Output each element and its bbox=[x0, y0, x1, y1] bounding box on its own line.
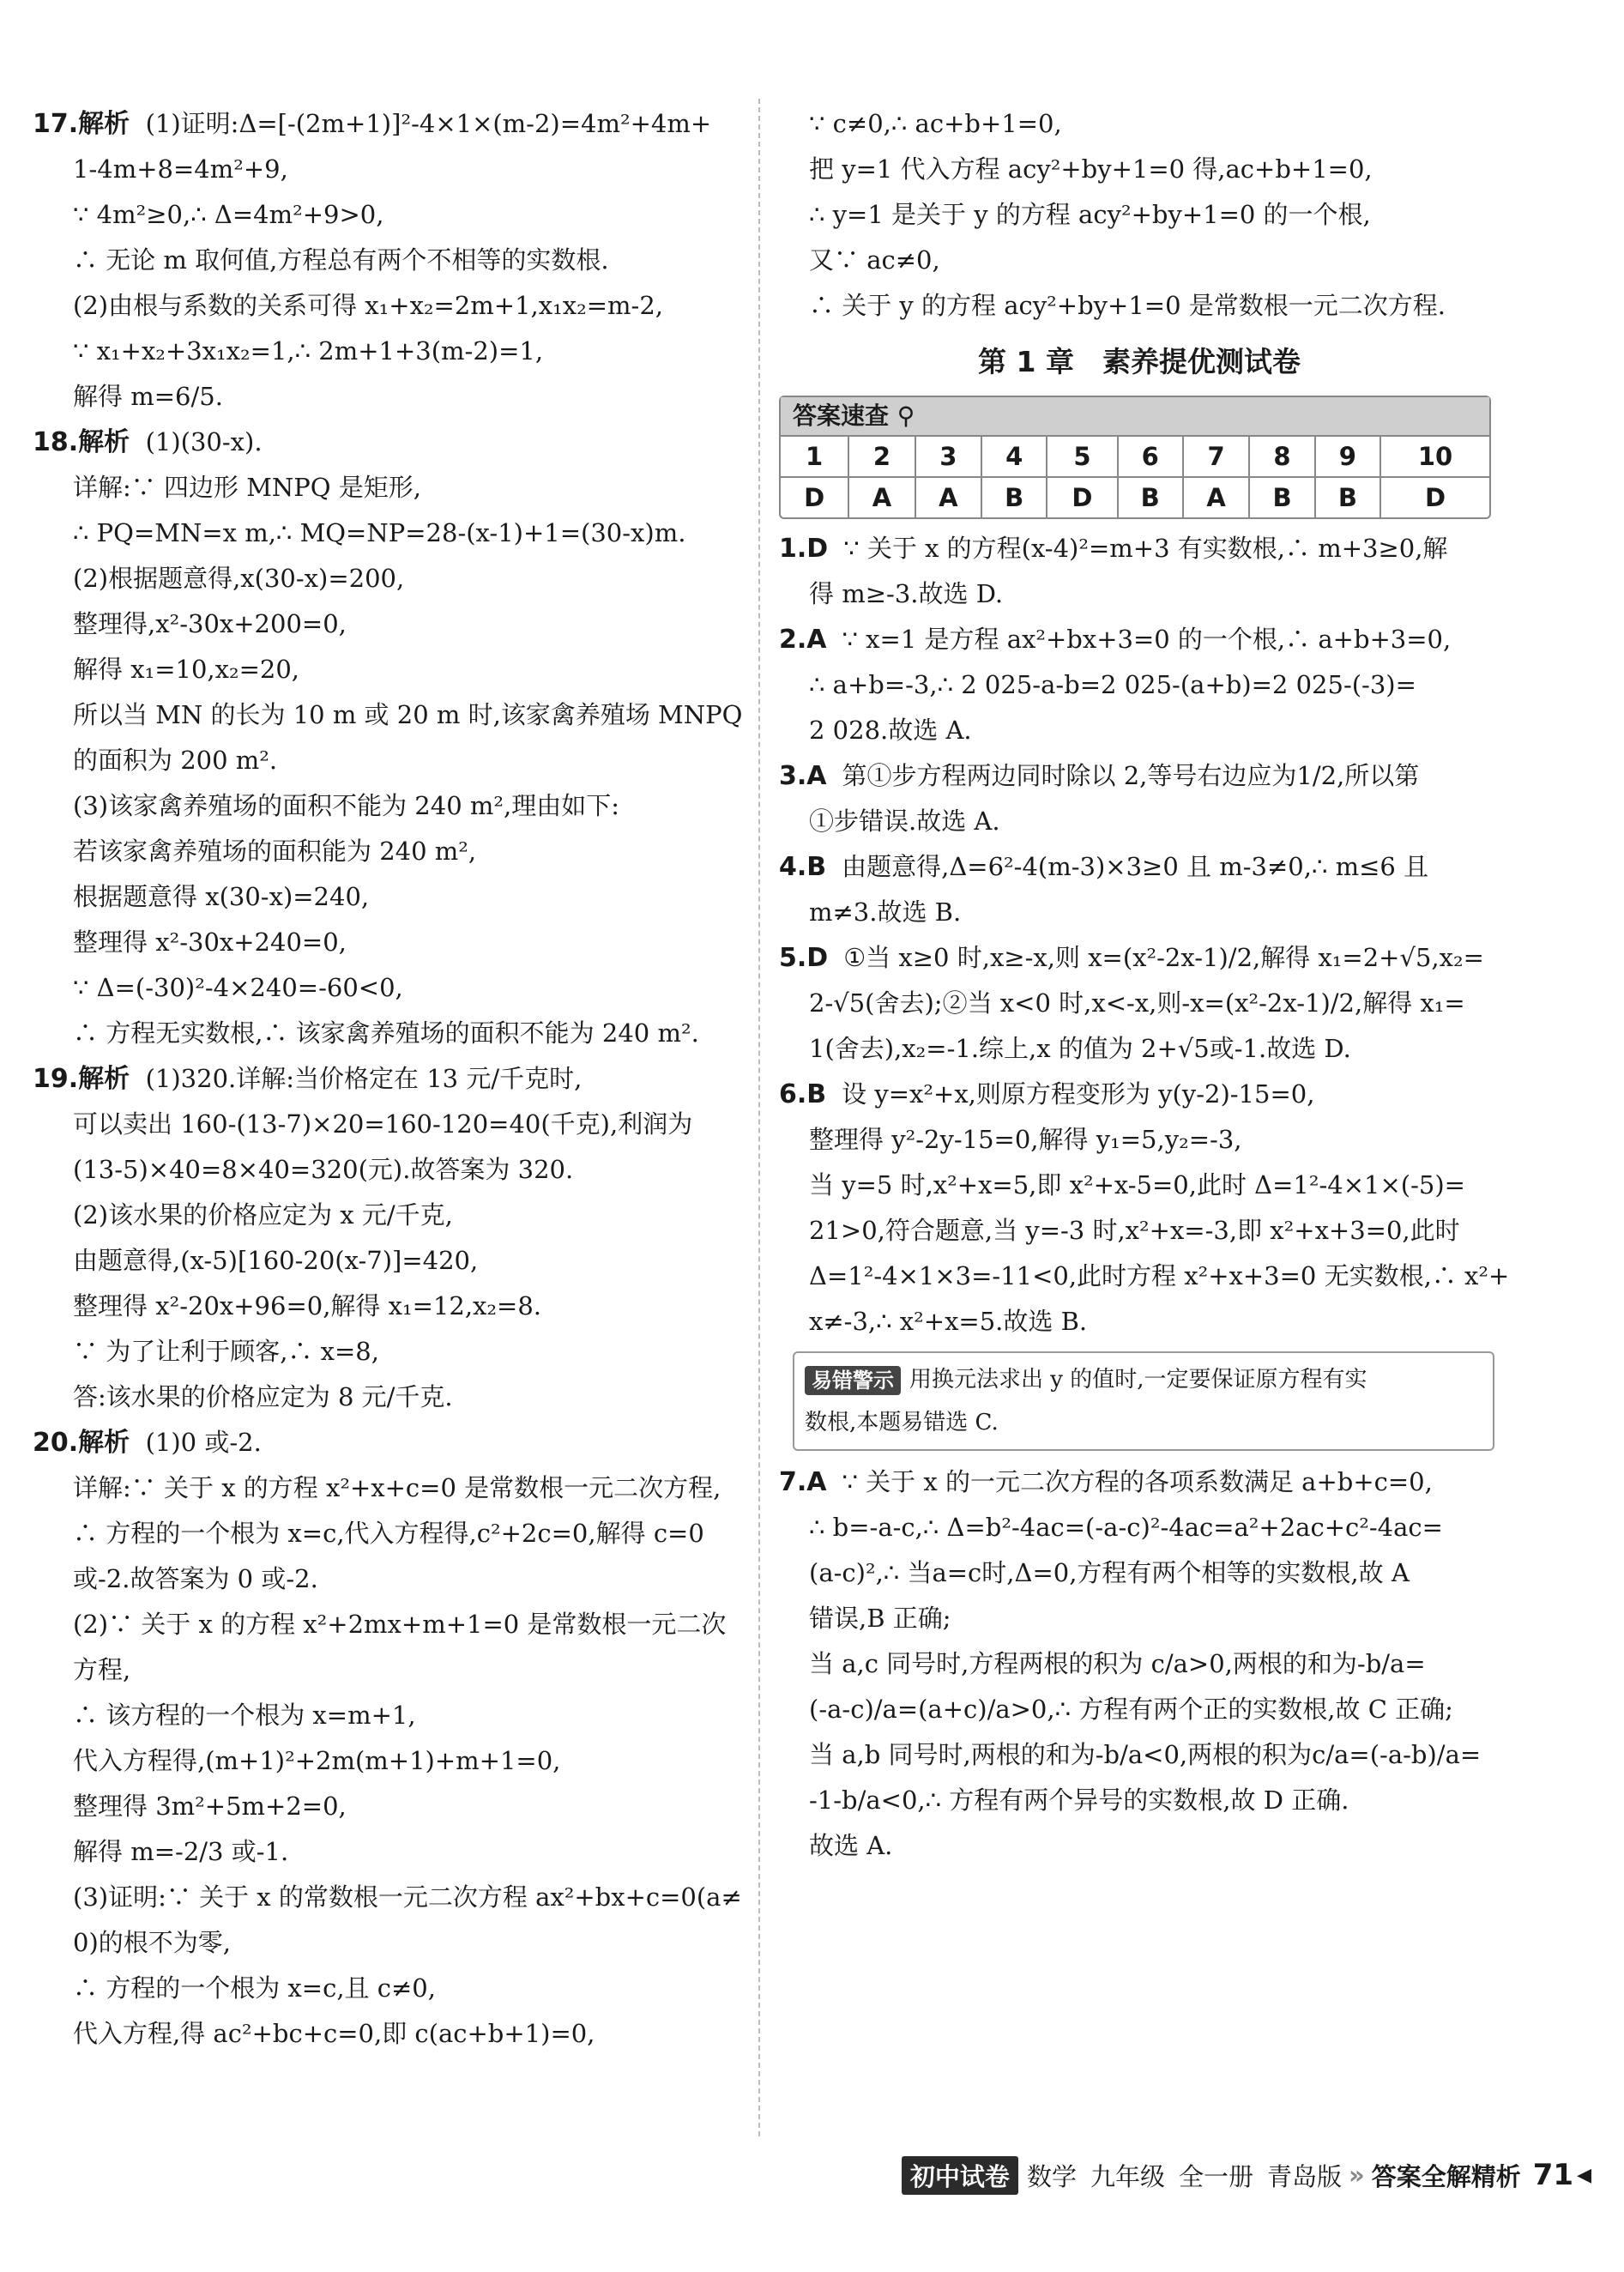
text-line: ∴ 方程无实数根,∴ 该家禽养殖场的面积不能为 240 m². bbox=[73, 1018, 699, 1048]
text-line: 根据题意得 x(30-x)=240, bbox=[73, 882, 370, 911]
chapter-title: 第 1 章 素养提优测试卷 bbox=[978, 345, 1301, 378]
text-line: Δ=1²-4×1×3=-11<0,此时方程 x²+x+3=0 无实数根,∴ x²+ bbox=[809, 1261, 1510, 1290]
answer-key-number: 1 bbox=[781, 437, 848, 477]
answer-key-number: 6 bbox=[1118, 437, 1183, 477]
text-line: 6.B 设 y=x²+x,则原方程变形为 y(y-2)-15=0, bbox=[779, 1079, 1315, 1109]
text-line: 代入方程,得 ac²+bc+c=0,即 c(ac+b+1)=0, bbox=[73, 2019, 595, 2048]
answer-tag: 3.A bbox=[779, 761, 827, 791]
answer-key-answer: D bbox=[1047, 477, 1117, 517]
text-line: 的面积为 200 m². bbox=[73, 746, 278, 775]
text-line: 整理得,x²-30x+200=0, bbox=[73, 609, 347, 638]
warning-text: 数根,本题易错选 C. bbox=[805, 1410, 999, 1435]
answer-key-number: 5 bbox=[1047, 437, 1117, 477]
text-line: 整理得 3m²+5m+2=0, bbox=[73, 1792, 347, 1821]
text-line: (-a-c)/a=(a+c)/a>0,∴ 方程有两个正的实数根,故 C 正确; bbox=[809, 1695, 1453, 1724]
text-line: (3)该家禽养殖场的面积不能为 240 m²,理由如下: bbox=[73, 791, 619, 820]
text-line: ∴ b=-a-c,∴ Δ=b²-4ac=(-a-c)²-4ac=a²+2ac+c²-4ac= bbox=[809, 1513, 1443, 1542]
warning-text: 用换元法求出 y 的值时,一定要保证原方程有实 bbox=[909, 1367, 1367, 1393]
text-line: (13-5)×40=8×40=320(元).故答案为 320. bbox=[73, 1155, 574, 1184]
answer-tag: 7.A bbox=[779, 1467, 827, 1497]
text-line: m≠3.故选 B. bbox=[809, 897, 962, 927]
answer-key-answer: B bbox=[1315, 477, 1380, 517]
brand-label: 初中试卷 bbox=[902, 2156, 1018, 2195]
text-line: (2)根据题意得,x(30-x)=200, bbox=[73, 564, 405, 593]
text-line: 若该家禽养殖场的面积能为 240 m², bbox=[73, 837, 477, 866]
answer-key-header: 答案速查 ⚲ bbox=[781, 397, 1489, 437]
edition-label: 青岛版 bbox=[1266, 2161, 1342, 2191]
error-warning-box bbox=[793, 1351, 1494, 1451]
text-line: ∴ 该方程的一个根为 x=m+1, bbox=[73, 1701, 416, 1730]
page-number: 71 bbox=[1532, 2158, 1574, 2192]
answer-key-answer: D bbox=[781, 477, 848, 517]
section-label: 答案全解精析 bbox=[1371, 2161, 1521, 2191]
text-line: 又∵ ac≠0, bbox=[809, 245, 940, 275]
question-number: 18.解析 bbox=[33, 427, 130, 457]
answer-key-number: 4 bbox=[981, 437, 1047, 477]
text-line: 当 a,c 同号时,方程两根的积为 c/a>0,两根的和为-b/a= bbox=[809, 1649, 1426, 1678]
text-line: ∵ 为了让利于顾客,∴ x=8, bbox=[73, 1337, 379, 1366]
answer-tag: 6.B bbox=[779, 1079, 827, 1109]
text-line: 7.A ∵ 关于 x 的一元二次方程的各项系数满足 a+b+c=0, bbox=[779, 1467, 1433, 1497]
text-line: 故选 A. bbox=[809, 1831, 893, 1860]
text-line: 得 m≥-3.故选 D. bbox=[809, 579, 1004, 608]
text-line: 1-4m+8=4m²+9, bbox=[73, 154, 288, 184]
question-number: 20.解析 bbox=[33, 1428, 130, 1458]
answer-key-answer: A bbox=[1183, 477, 1249, 517]
text-line: 解得 m=-2/3 或-1. bbox=[73, 1837, 289, 1866]
text-line: 19.解析 (1)320.详解:当价格定在 13 元/千克时, bbox=[33, 1064, 583, 1094]
text-line: (2)由根与系数的关系可得 x₁+x₂=2m+1,x₁x₂=m-2, bbox=[73, 291, 663, 320]
text-line: 1.D ∵ 关于 x 的方程(x-4)²=m+3 有实数根,∴ m+3≥0,解 bbox=[779, 534, 1448, 564]
page-footer bbox=[902, 2154, 1591, 2196]
text-line: ∵ x₁+x₂+3x₁x₂=1,∴ 2m+1+3(m-2)=1, bbox=[73, 336, 544, 366]
text-line: 5.D ①当 x≥0 时,x≥-x,则 x=(x²-2x-1)/2,解得 x₁=2+√5,x₂= bbox=[779, 943, 1484, 973]
text-line: 2 028.故选 A. bbox=[809, 716, 972, 745]
text-line: 3.A 第①步方程两边同时除以 2,等号右边应为1/2,所以第 bbox=[779, 761, 1420, 791]
text-line: 当 a,b 同号时,两根的和为-b/a<0,两根的积为c/a=(-a-b)/a= bbox=[809, 1740, 1482, 1769]
text-line: 答:该水果的价格应定为 8 元/千克. bbox=[73, 1382, 453, 1411]
text-line: 可以卖出 160-(13-7)×20=160-120=40(千克),利润为 bbox=[73, 1109, 693, 1139]
question-number: 19.解析 bbox=[33, 1064, 130, 1094]
answer-tag: 5.D bbox=[779, 943, 829, 973]
question-number: 17.解析 bbox=[33, 109, 130, 139]
text-line: 所以当 MN 的长为 10 m 或 20 m 时,该家禽养殖场 MNPQ bbox=[73, 700, 743, 729]
answer-key-table bbox=[779, 396, 1491, 519]
text-line: ∴ PQ=MN=x m,∴ MQ=NP=28-(x-1)+1=(30-x)m. bbox=[73, 518, 686, 547]
text-line: (3)证明:∵ 关于 x 的常数根一元二次方程 ax²+bx+c=0(a≠ bbox=[73, 1882, 742, 1912]
text-line: (2)∵ 关于 x 的方程 x²+2mx+m+1=0 是常数根一元二次 bbox=[73, 1610, 727, 1639]
text-line: (2)该水果的价格应定为 x 元/千克, bbox=[73, 1200, 453, 1230]
text-line: ∵ c≠0,∴ ac+b+1=0, bbox=[809, 109, 1062, 138]
text-line: 20.解析 (1)0 或-2. bbox=[33, 1428, 262, 1458]
text-line: 详解:∵ 关于 x 的方程 x²+x+c=0 是常数根一元二次方程, bbox=[73, 1473, 721, 1502]
text-line: ∴ y=1 是关于 y 的方程 acy²+by+1=0 的一个根, bbox=[809, 200, 1371, 229]
text-line: 把 y=1 代入方程 acy²+by+1=0 得,ac+b+1=0, bbox=[809, 154, 1373, 184]
text-line: 由题意得,(x-5)[160-20(x-7)]=420, bbox=[73, 1246, 479, 1275]
right-column bbox=[779, 101, 1510, 1869]
text-line: 或-2.故答案为 0 或-2. bbox=[73, 1564, 318, 1593]
answer-key-number: 2 bbox=[848, 437, 915, 477]
text-line: (a-c)²,∴ 当a=c时,Δ=0,方程有两个相等的实数根,故 A bbox=[809, 1558, 1410, 1587]
text-line: 整理得 x²-20x+96=0,解得 x₁=12,x₂=8. bbox=[73, 1291, 541, 1320]
answer-key-number: 9 bbox=[1315, 437, 1380, 477]
text-line: 代入方程得,(m+1)²+2m(m+1)+m+1=0, bbox=[73, 1746, 561, 1775]
key-icon: ⚲ bbox=[897, 402, 915, 430]
text-line: ∴ 无论 m 取何值,方程总有两个不相等的实数根. bbox=[73, 245, 609, 275]
text-line: 整理得 y²-2y-15=0,解得 y₁=5,y₂=-3, bbox=[809, 1125, 1242, 1154]
text-line: 解得 m=6/5. bbox=[73, 382, 223, 411]
answer-tag: 4.B bbox=[779, 852, 827, 882]
column-divider bbox=[758, 99, 760, 2136]
triangle-left-icon: ◀ bbox=[1577, 2164, 1591, 2186]
text-line: 当 y=5 时,x²+x=5,即 x²+x-5=0,此时 Δ=1²-4×1×(-5)= bbox=[809, 1170, 1465, 1199]
text-line: 解得 x₁=10,x₂=20, bbox=[73, 655, 300, 684]
double-chevron-icon: » bbox=[1349, 2160, 1365, 2190]
text-line: 0)的根不为零, bbox=[73, 1928, 231, 1957]
text-line: ∴ 方程的一个根为 x=c,且 c≠0, bbox=[73, 1973, 436, 2003]
text-line: ∴ 方程的一个根为 x=c,代入方程得,c²+2c=0,解得 c=0 bbox=[73, 1519, 704, 1548]
answer-key-answer: A bbox=[915, 477, 981, 517]
text-line: 方程, bbox=[73, 1655, 131, 1684]
warning-label: 易错警示 bbox=[805, 1366, 901, 1395]
answer-tag: 1.D bbox=[779, 534, 829, 564]
text-line: -1-b/a<0,∴ 方程有两个异号的实数根,故 D 正确. bbox=[809, 1786, 1349, 1815]
text-line: x≠-3,∴ x²+x=5.故选 B. bbox=[809, 1307, 1088, 1336]
answer-key-number: 7 bbox=[1183, 437, 1249, 477]
text-line: 18.解析 (1)(30-x). bbox=[33, 427, 263, 457]
text-line: 2-√5(舍去);②当 x<0 时,x<-x,则-x=(x²-2x-1)/2,解得 x₁= bbox=[809, 988, 1465, 1018]
text-line: 整理得 x²-30x+240=0, bbox=[73, 928, 347, 957]
text-line: 17.解析 (1)证明:Δ=[-(2m+1)]²-4×1×(m-2)=4m²+4m+ bbox=[33, 109, 712, 139]
answer-key-answer: B bbox=[1118, 477, 1183, 517]
text-line: ∵ Δ=(-30)²-4×240=-60<0, bbox=[73, 973, 403, 1002]
text-line: 1(舍去),x₂=-1.综上,x 的值为 2+√5或-1.故选 D. bbox=[809, 1034, 1351, 1063]
subject-label: 数学 bbox=[1026, 2161, 1077, 2191]
left-column bbox=[33, 101, 745, 2057]
answer-key-number: 3 bbox=[915, 437, 981, 477]
text-line: 详解:∵ 四边形 MNPQ 是矩形, bbox=[73, 473, 422, 502]
text-line: ∴ a+b=-3,∴ 2 025-a-b=2 025-(a+b)=2 025-(-3)= bbox=[809, 670, 1416, 699]
answer-key-answer: B bbox=[981, 477, 1047, 517]
text-line: 21>0,符合题意,当 y=-3 时,x²+x=-3,即 x²+x+3=0,此时 bbox=[809, 1216, 1460, 1245]
grade-label: 九年级 bbox=[1090, 2161, 1165, 2191]
text-line: ∴ 关于 y 的方程 acy²+by+1=0 是常数根一元二次方程. bbox=[809, 291, 1446, 320]
answer-tag: 2.A bbox=[779, 625, 827, 655]
text-line: ∵ 4m²≥0,∴ Δ=4m²+9>0, bbox=[73, 200, 384, 229]
answer-key-answer: A bbox=[848, 477, 915, 517]
answer-key-number: 10 bbox=[1380, 437, 1489, 477]
text-line: 2.A ∵ x=1 是方程 ax²+bx+3=0 的一个根,∴ a+b+3=0, bbox=[779, 625, 1452, 655]
text-line: 错误,B 正确; bbox=[809, 1604, 951, 1633]
text-line: 4.B 由题意得,Δ=6²-4(m-3)×3≥0 且 m-3≠0,∴ m≤6 且 bbox=[779, 852, 1429, 882]
answer-key-number: 8 bbox=[1249, 437, 1314, 477]
answer-key-answer: D bbox=[1425, 483, 1446, 512]
answer-key-answer: B bbox=[1249, 477, 1314, 517]
text-line: ①步错误.故选 A. bbox=[809, 807, 1000, 836]
volume-label: 全一册 bbox=[1178, 2161, 1253, 2191]
